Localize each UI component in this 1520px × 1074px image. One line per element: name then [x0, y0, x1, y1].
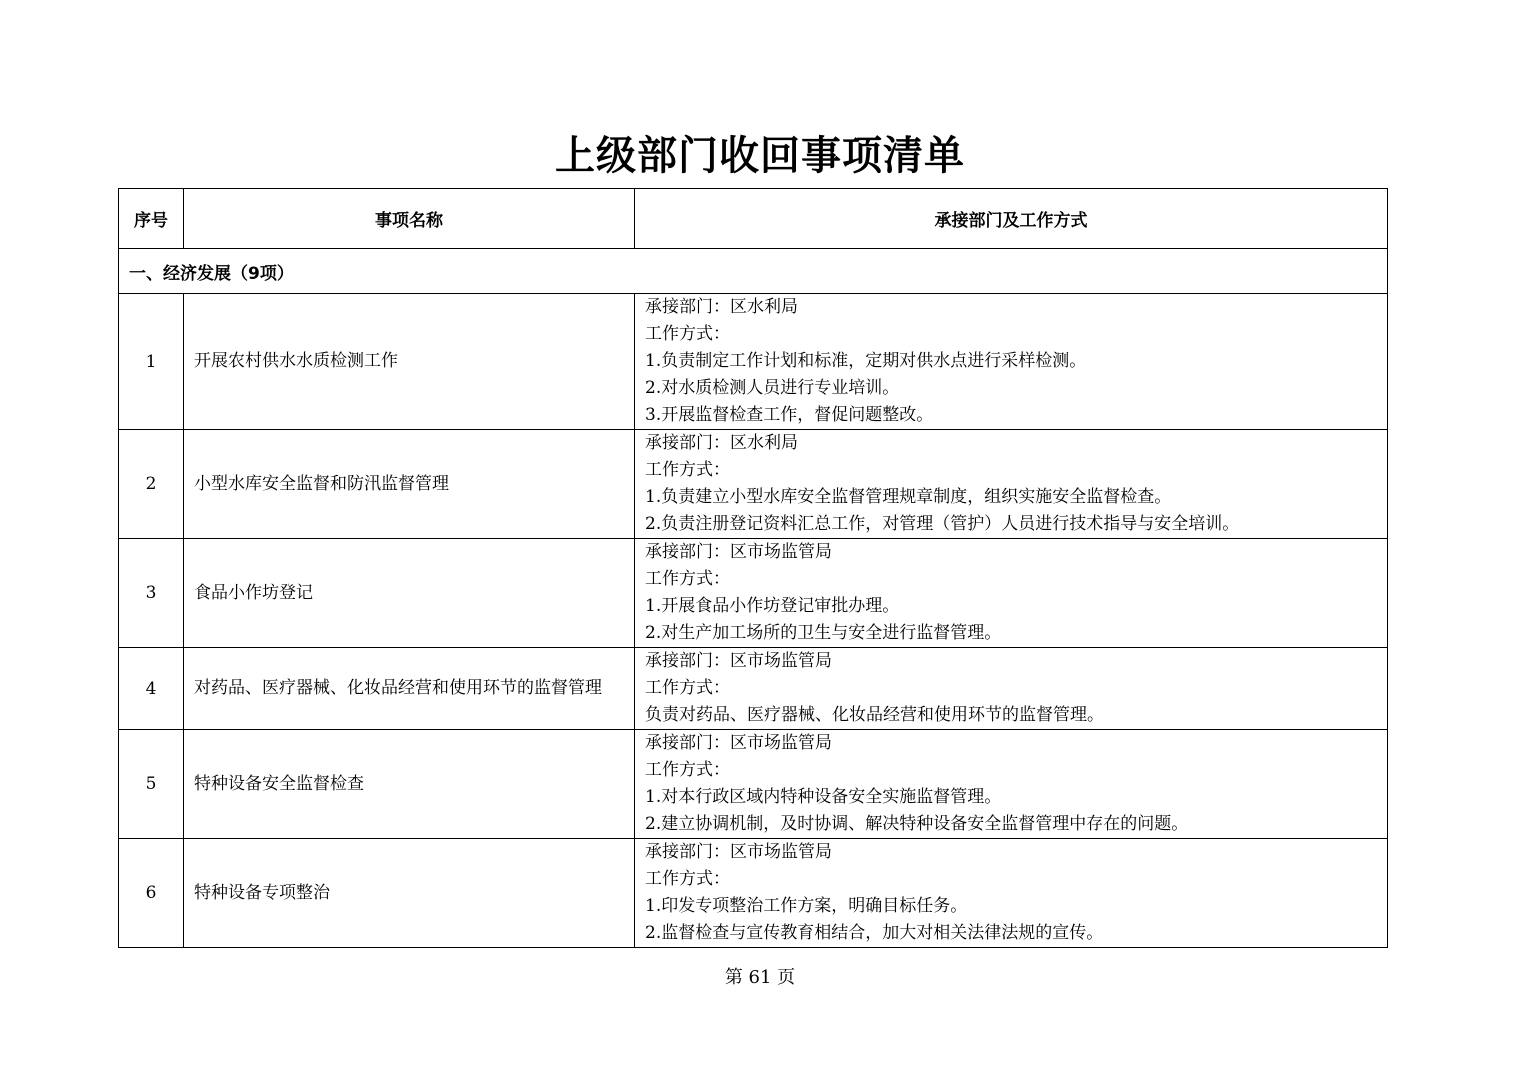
method-line: 承接部门：区市场监管局	[645, 542, 832, 562]
row-method	[635, 648, 1388, 730]
header-name: 事项名称	[184, 189, 635, 249]
row-seq: 6	[119, 839, 184, 948]
header-method: 承接部门及工作方式	[635, 189, 1388, 249]
row-seq: 4	[119, 648, 184, 730]
section-row	[119, 249, 1388, 294]
method-line: 1.负责制定工作计划和标准，定期对供水点进行采样检测。	[645, 351, 1087, 371]
method-line: 1.印发专项整治工作方案，明确目标任务。	[645, 896, 968, 916]
method-line: 工作方式：	[645, 760, 730, 780]
method-line: 1.对本行政区域内特种设备安全实施监督管理。	[645, 787, 1002, 807]
method-line: 2.负责注册登记资料汇总工作，对管理（管护）人员进行技术指导与安全培训。	[645, 514, 1240, 534]
method-line: 3.开展监督检查工作，督促问题整改。	[645, 405, 934, 425]
header-row	[119, 189, 1388, 249]
section-title: 一、经济发展（9项）	[119, 249, 1388, 294]
method-line: 工作方式：	[645, 460, 730, 480]
row-method	[635, 730, 1388, 839]
row-name: 特种设备安全监督检查	[184, 730, 635, 839]
row-name: 特种设备专项整治	[184, 839, 635, 948]
table-row	[119, 839, 1388, 948]
row-seq: 2	[119, 430, 184, 539]
method-line: 工作方式：	[645, 869, 730, 889]
row-method	[635, 430, 1388, 539]
row-name: 开展农村供水水质检测工作	[184, 294, 635, 430]
method-line: 2.对生产加工场所的卫生与安全进行监督管理。	[645, 623, 1002, 643]
method-line: 承接部门：区市场监管局	[645, 733, 832, 753]
page-number: 第 61 页	[724, 967, 796, 988]
method-line: 2.对水质检测人员进行专业培训。	[645, 378, 900, 398]
items-table	[118, 188, 1388, 948]
method-line: 工作方式：	[645, 324, 730, 344]
method-line: 工作方式：	[645, 569, 730, 589]
method-line: 2.监督检查与宣传教育相结合，加大对相关法律法规的宣传。	[645, 923, 1104, 943]
row-name: 食品小作坊登记	[184, 539, 635, 648]
method-line: 承接部门：区水利局	[645, 297, 798, 317]
row-seq: 1	[119, 294, 184, 430]
row-seq: 3	[119, 539, 184, 648]
method-line: 承接部门：区市场监管局	[645, 842, 832, 862]
row-seq: 5	[119, 730, 184, 839]
page-title: 上级部门收回事项清单	[555, 132, 965, 179]
method-line: 2.建立协调机制，及时协调、解决特种设备安全监督管理中存在的问题。	[645, 814, 1189, 834]
method-line: 1.开展食品小作坊登记审批办理。	[645, 596, 900, 616]
method-line: 负责对药品、医疗器械、化妆品经营和使用环节的监督管理。	[645, 705, 1104, 725]
row-name: 对药品、医疗器械、化妆品经营和使用环节的监督管理	[184, 648, 635, 730]
table-row	[119, 294, 1388, 430]
header-seq: 序号	[119, 189, 184, 249]
row-method	[635, 294, 1388, 430]
method-line: 1.负责建立小型水库安全监督管理规章制度，组织实施安全监督检查。	[645, 487, 1172, 507]
table-row	[119, 539, 1388, 648]
method-line: 承接部门：区市场监管局	[645, 651, 832, 671]
table-row	[119, 648, 1388, 730]
method-line: 承接部门：区水利局	[645, 433, 798, 453]
table-row	[119, 730, 1388, 839]
row-method	[635, 539, 1388, 648]
row-method	[635, 839, 1388, 948]
row-name: 小型水库安全监督和防汛监督管理	[184, 430, 635, 539]
table-row	[119, 430, 1388, 539]
method-line: 工作方式：	[645, 678, 730, 698]
